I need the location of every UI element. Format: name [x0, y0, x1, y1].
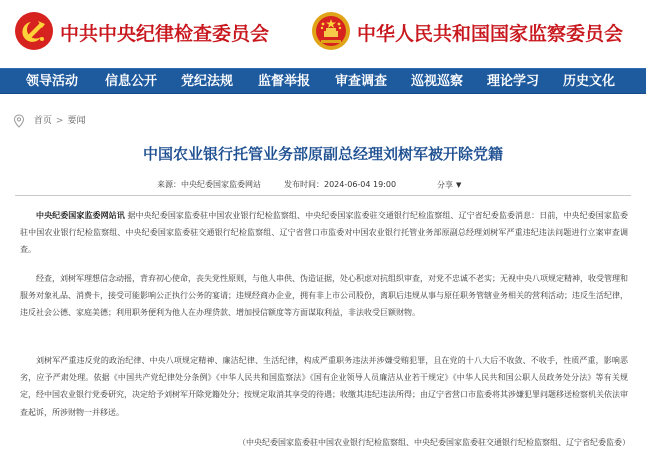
location-pin-icon: [13, 114, 25, 128]
nav-item-history[interactable]: 历史文化: [563, 74, 616, 89]
article-meta: [0, 177, 646, 193]
breadcrumb-home[interactable]: 首页: [33, 116, 52, 126]
nav-item-leadership[interactable]: 领导活动: [26, 74, 79, 89]
breadcrumb-separator: >: [55, 116, 64, 126]
article-paragraph-1-body: 据中央纪委国家监委驻中国农业银行纪检监察组、中央纪委国家监委驻交通银行纪检监察组、辽宁省纪委监委消息：日前，中央纪委国家监委驻中国农业银行纪检监察组、中央纪委国家监委驻交通银行纪检监察组、辽宁省营口市监委对中国农业银行托管业务部原副总经理刘树军严重违纪违法问题进行立案审查调查。: [20, 211, 628, 255]
article-lead: 中央纪委国家监委网站讯: [36, 211, 125, 220]
nav-item-info-disclosure[interactable]: 信息公开: [105, 74, 158, 89]
nav-item-investigation[interactable]: 审查调查: [335, 74, 388, 89]
breadcrumb-current[interactable]: 要闻: [67, 116, 86, 126]
ccdi-site-title[interactable]: 中共中央纪律检查委员会: [60, 23, 270, 45]
party-emblem-icon[interactable]: [14, 11, 54, 51]
article-title: 中国农业银行托管业务部原副总经理刘树军被开除党籍: [142, 145, 503, 163]
nav-item-theory[interactable]: 理论学习: [487, 74, 540, 89]
article-paragraph-1: [20, 207, 628, 259]
nav-item-report[interactable]: 监督举报: [258, 74, 311, 89]
article-paragraph-2: 经查，刘树军理想信念动摇，背弃初心使命，丧失党性原则，与他人串供、伪造证据，处心积虑对抗组织审查，对党不忠诚不老实；无视中央八项规定精神，收受管理和服务对象礼品、消费卡，接受可能影响公正执行公务的宴请；违规经商办企业，拥有非上市公司股份，离职后违规从事与原任职务管辖业务相关的营利活动；违反生活纪律，违反社会公德、家庭美德；利用职务便利为他人在办理贷款、增加授信额度等方面谋取利益，非法收受巨额财物。: [20, 274, 628, 318]
share-label: 分享: [437, 180, 453, 190]
main-nav: [0, 68, 646, 94]
nsc-site-title[interactable]: 中华人民共和国国家监察委员会: [357, 23, 624, 45]
article-publish-time: 发布时间：2024-06-04 19:00: [284, 180, 397, 189]
article-paragraph-3: 刘树军严重违反党的政治纪律、中央八项规定精神、廉洁纪律、生活纪律，构成严重职务违法并涉嫌受贿犯罪，且在党的十八大后不收敛、不收手，性质严重，影响恶劣，应予严肃处理。依据《中国共产党纪律处分条例》《中华人民共和国监察法》《国有企业领导人员廉洁从业若干规定》《中华人民共和国公职人员政务处分法》等有关规定，经中国农业银行党委研究，决定给予刘树军开除党籍处分；按规定取消其享受的待遇；收缴其违纪违法所得；由辽宁省营口市监委将其涉嫌犯罪问题移送检察机关依法审查起诉，所涉财物一并移送。: [20, 356, 628, 417]
national-emblem-icon[interactable]: [311, 11, 351, 51]
chevron-down-icon: ▼: [456, 181, 462, 189]
share-button[interactable]: [437, 177, 461, 194]
nav-item-regulations[interactable]: 党纪法规: [181, 74, 234, 89]
breadcrumb: [13, 113, 85, 129]
nav-item-inspection[interactable]: 巡视巡察: [411, 74, 464, 89]
meta-divider: [15, 195, 631, 196]
article-source: 来源：中央纪委国家监委网站: [157, 180, 261, 189]
article-signature: （中央纪委国家监委驻中国农业银行纪检监察组、中央纪委国家监委驻交通银行纪检监察组、辽宁省纪委监委）: [238, 438, 630, 447]
site-header: [0, 0, 646, 68]
